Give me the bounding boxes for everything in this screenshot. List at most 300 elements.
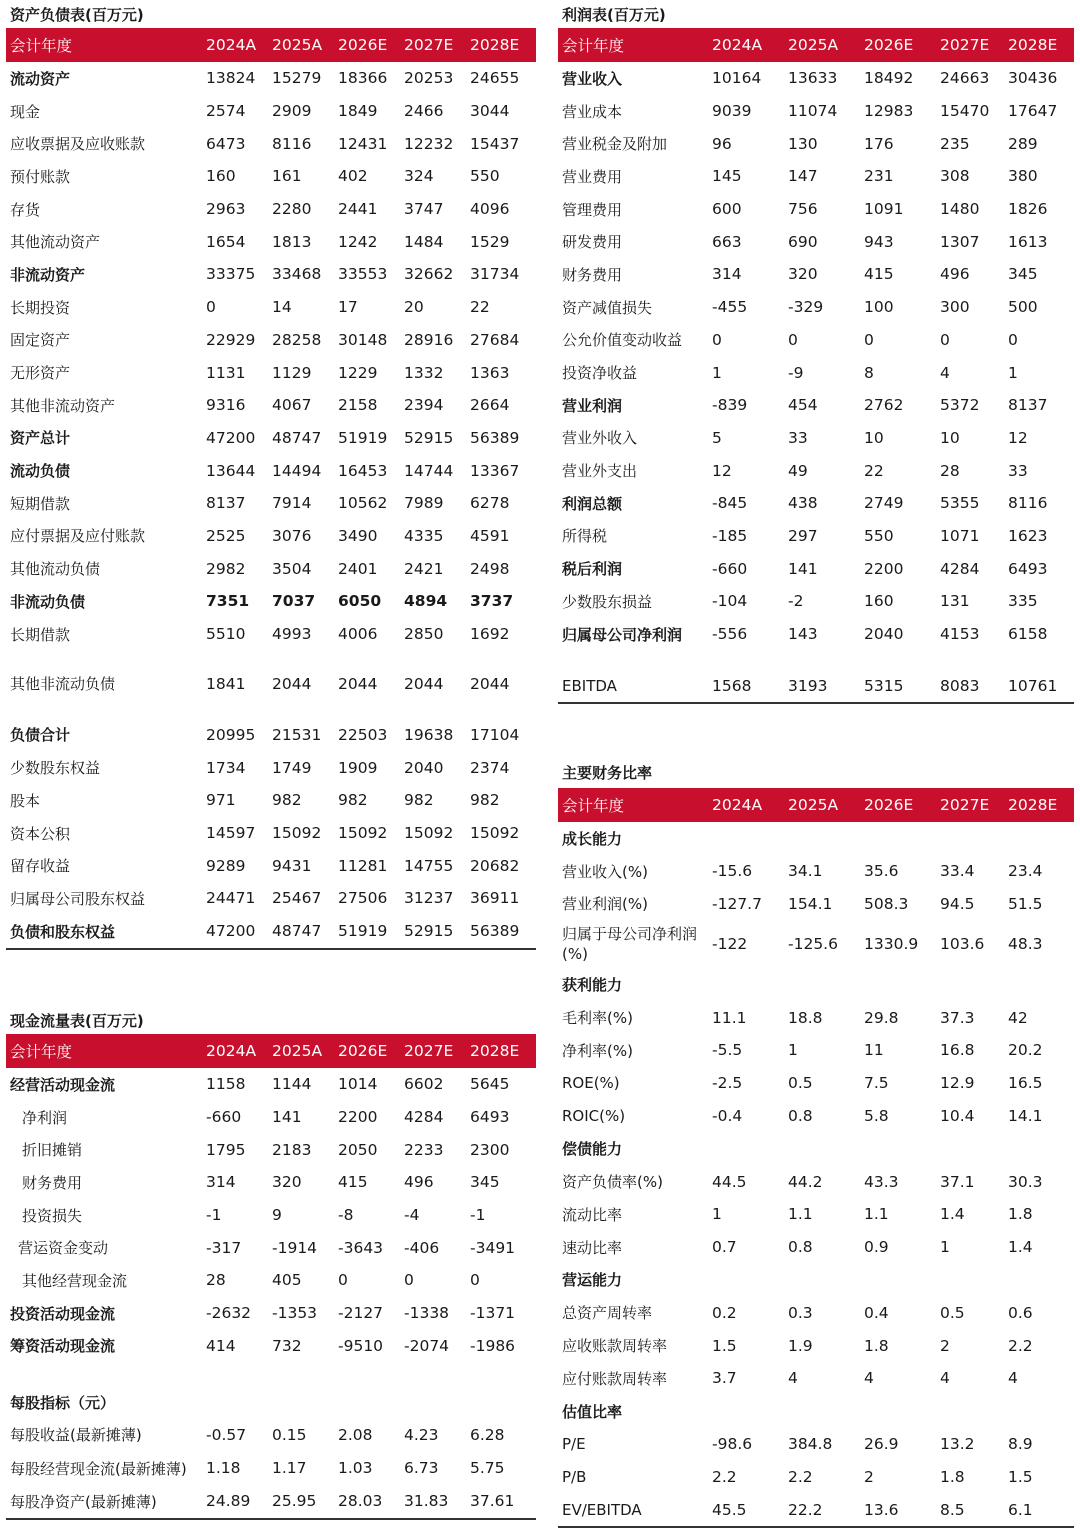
row-value: 8083 — [940, 676, 980, 695]
row-value: 2421 — [404, 559, 444, 578]
row-value: 4 — [940, 1369, 950, 1388]
row-value: 20682 — [470, 856, 520, 875]
row-value: 2394 — [404, 396, 444, 415]
row-value: -104 — [712, 592, 748, 611]
row-value: 15279 — [272, 69, 322, 88]
row-value: 29.8 — [864, 1008, 899, 1027]
table-row — [558, 968, 1074, 1001]
table-row — [558, 1362, 1074, 1395]
table-row — [6, 701, 536, 752]
row-value: 22 — [470, 298, 490, 317]
row-value: 4 — [1008, 1369, 1018, 1388]
row-value: 33468 — [272, 265, 322, 284]
row-label: 其他经营现金流 — [22, 1271, 128, 1290]
row-value: 20.2 — [1008, 1041, 1043, 1060]
row-value: 1307 — [940, 232, 980, 251]
row-value: 31.83 — [404, 1492, 449, 1511]
row-value: 13644 — [206, 461, 256, 480]
row-value: 6473 — [206, 134, 246, 153]
row-value: 51919 — [338, 922, 388, 941]
per-share-title: 每股指标（元） — [10, 1394, 116, 1413]
row-value: 22.2 — [788, 1500, 823, 1519]
row-label: 流动比率 — [562, 1205, 623, 1224]
row-value: 1071 — [940, 526, 980, 545]
row-value: -2074 — [404, 1336, 450, 1355]
row-value: 27684 — [470, 330, 520, 349]
row-value: 1129 — [272, 363, 312, 382]
row-value: 11074 — [788, 102, 838, 121]
income-statement-panel — [558, 2, 1074, 704]
row-value: 47200 — [206, 428, 256, 447]
balance-sheet-panel — [6, 2, 536, 950]
row-value: 5315 — [864, 676, 904, 695]
row-label: 应收票据及应收账款 — [10, 135, 146, 154]
table-row — [558, 920, 1074, 968]
table-row — [558, 1493, 1074, 1526]
row-label: 净利率(%) — [562, 1041, 633, 1060]
row-value: 15470 — [940, 102, 990, 121]
row-label: 财务费用 — [22, 1173, 83, 1192]
row-value: 3.7 — [712, 1369, 737, 1388]
ratios-panel — [558, 758, 1074, 1528]
row-value: 6493 — [470, 1108, 510, 1127]
row-label: 偿债能力 — [562, 1140, 623, 1159]
table-row — [558, 1100, 1074, 1133]
row-value: 1 — [712, 363, 722, 382]
row-value: 4284 — [940, 559, 980, 578]
row-label: 估值比率 — [562, 1402, 623, 1421]
row-value: 31237 — [404, 889, 454, 908]
table-row — [558, 1001, 1074, 1034]
cash-flow-body — [6, 1068, 536, 1362]
row-value: 15092 — [404, 824, 454, 843]
row-value: -8 — [338, 1206, 354, 1225]
row-label: 营业外收入 — [562, 429, 638, 448]
row-value: 1.4 — [1008, 1238, 1033, 1257]
row-value: 289 — [1008, 134, 1038, 153]
header-year-cell: 2024A — [712, 796, 763, 814]
row-value: -406 — [404, 1238, 440, 1257]
row-value: 2.2 — [712, 1467, 737, 1486]
table-row — [558, 95, 1074, 128]
row-value: 3737 — [470, 592, 514, 611]
row-label: 营运资金变动 — [18, 1239, 109, 1258]
table-row — [6, 454, 536, 487]
table-row — [6, 225, 536, 258]
row-value: 1.03 — [338, 1459, 373, 1478]
row-value: 8.9 — [1008, 1434, 1033, 1453]
row-value: 30148 — [338, 330, 388, 349]
row-value: 0.2 — [712, 1303, 737, 1322]
header-label-cell: 会计年度 — [562, 37, 625, 55]
row-value: 0.4 — [864, 1303, 889, 1322]
table-row — [558, 356, 1074, 389]
row-value: 3747 — [404, 200, 444, 219]
row-value: 1480 — [940, 200, 980, 219]
row-value: 21531 — [272, 725, 322, 744]
row-label: 其他流动资产 — [10, 233, 101, 252]
row-value: 1242 — [338, 232, 378, 251]
row-value: 508.3 — [864, 894, 909, 913]
ratios-header — [558, 788, 1074, 822]
row-label: 流动资产 — [10, 69, 71, 88]
row-value: 28.03 — [338, 1492, 383, 1511]
row-value: 10.4 — [940, 1106, 975, 1125]
table-row — [558, 1395, 1074, 1428]
row-value: 14.1 — [1008, 1106, 1043, 1125]
ratios-title: 主要财务比率 — [562, 764, 653, 782]
row-value: 1 — [788, 1041, 798, 1060]
row-value: 96 — [712, 134, 732, 153]
row-label: 存货 — [10, 200, 41, 219]
table-row — [558, 389, 1074, 422]
row-value: 22 — [864, 461, 884, 480]
row-label: 研发费用 — [562, 233, 623, 252]
row-value: 13824 — [206, 69, 256, 88]
row-value: 2909 — [272, 102, 312, 121]
table-row — [558, 855, 1074, 888]
table-row — [558, 324, 1074, 357]
row-value: 982 — [404, 791, 434, 810]
row-value: 1.18 — [206, 1459, 241, 1478]
header-year-cell: 2024A — [712, 36, 763, 54]
row-label: 每股净资产(最新摊薄) — [10, 1492, 157, 1511]
row-value: 1841 — [206, 675, 246, 694]
row-value: 28258 — [272, 330, 322, 349]
header-year-cell: 2024A — [206, 1042, 257, 1060]
table-row — [6, 618, 536, 651]
table-row — [6, 422, 536, 455]
header-year-cell: 2025A — [272, 1042, 323, 1060]
row-value: 0 — [712, 330, 722, 349]
row-label: 现金 — [10, 102, 41, 121]
row-value: 33 — [788, 428, 808, 447]
row-value: 756 — [788, 200, 818, 219]
header-label-cell: 会计年度 — [10, 1043, 73, 1061]
row-value: 11281 — [338, 856, 388, 875]
balance-sheet-title: 资产负债表(百万元) — [10, 6, 144, 24]
row-value: 0.8 — [788, 1238, 813, 1257]
row-value: 9039 — [712, 102, 752, 121]
row-value: -845 — [712, 494, 748, 513]
row-value: 6602 — [404, 1075, 444, 1094]
table-row — [558, 291, 1074, 324]
row-value: 48747 — [272, 922, 322, 941]
table-row — [558, 822, 1074, 855]
row-label: 公允价值变动收益 — [562, 331, 683, 350]
row-value: -329 — [788, 298, 824, 317]
row-value: 14744 — [404, 461, 454, 480]
row-value: 971 — [206, 791, 236, 810]
table-row — [558, 1264, 1074, 1297]
row-value: 2158 — [338, 396, 378, 415]
row-value: 17 — [338, 298, 358, 317]
row-value: 11.1 — [712, 1008, 747, 1027]
row-value: -660 — [712, 559, 748, 578]
row-label: 留存收益 — [10, 857, 71, 876]
row-label: 营业费用 — [562, 167, 623, 186]
row-value: 51919 — [338, 428, 388, 447]
row-label: 经营活动现金流 — [10, 1075, 116, 1094]
row-value: 1330.9 — [864, 935, 919, 954]
table-row — [6, 585, 536, 618]
row-value: 1484 — [404, 232, 444, 251]
row-value: 2200 — [864, 559, 904, 578]
table-row — [558, 1231, 1074, 1264]
row-value: 13633 — [788, 69, 838, 88]
row-value: 0.5 — [788, 1074, 813, 1093]
row-value: 24.89 — [206, 1492, 251, 1511]
row-value: 2466 — [404, 102, 444, 121]
row-value: 2040 — [864, 625, 904, 644]
row-label: 速动比率 — [562, 1238, 623, 1257]
row-value: 18492 — [864, 69, 914, 88]
row-value: 8116 — [272, 134, 312, 153]
table-row — [558, 454, 1074, 487]
table-row — [6, 324, 536, 357]
row-value: -2 — [788, 592, 804, 611]
table-row — [558, 650, 1074, 702]
row-value: -9510 — [338, 1336, 384, 1355]
row-value: 15092 — [470, 824, 520, 843]
table-row — [558, 1034, 1074, 1067]
row-value: 2044 — [272, 675, 312, 694]
row-label: 营业收入 — [562, 69, 623, 88]
row-value: 10761 — [1008, 676, 1058, 695]
row-value: 20253 — [404, 69, 454, 88]
row-value: 1363 — [470, 363, 510, 382]
row-value: -122 — [712, 935, 748, 954]
row-label: 所得税 — [562, 527, 608, 546]
row-label: 管理费用 — [562, 200, 623, 219]
row-label: 负债合计 — [10, 725, 71, 744]
row-value: -556 — [712, 625, 748, 644]
row-value: 8 — [864, 363, 874, 382]
ratios-body — [558, 822, 1074, 1528]
row-value: 5372 — [940, 396, 980, 415]
row-value: 6493 — [1008, 559, 1048, 578]
header-label-cell: 会计年度 — [562, 797, 625, 815]
row-value: 2749 — [864, 494, 904, 513]
row-value: 12.9 — [940, 1074, 975, 1093]
row-value: 7037 — [272, 592, 316, 611]
row-label: 应付票据及应付账款 — [10, 527, 146, 546]
row-value: 14597 — [206, 824, 256, 843]
table-row — [6, 520, 536, 553]
row-value: 3193 — [788, 676, 828, 695]
row-value: 7.5 — [864, 1074, 889, 1093]
row-value: 16.5 — [1008, 1074, 1043, 1093]
header-year-cell: 2027E — [404, 36, 454, 54]
row-label: 营运能力 — [562, 1271, 623, 1290]
row-value: 1654 — [206, 232, 246, 251]
per-share-body — [6, 1418, 536, 1520]
row-value: 52915 — [404, 922, 454, 941]
row-value: 0 — [206, 298, 216, 317]
table-row — [6, 882, 536, 915]
table-row — [6, 389, 536, 422]
row-value: 1.1 — [788, 1205, 813, 1224]
row-value: 1749 — [272, 758, 312, 777]
row-value: 3076 — [272, 526, 312, 545]
row-value: 43.3 — [864, 1172, 899, 1191]
row-value: 297 — [788, 526, 818, 545]
row-value: 1.4 — [940, 1205, 965, 1224]
row-value: 2401 — [338, 559, 378, 578]
row-value: 26.9 — [864, 1434, 899, 1453]
row-value: -5.5 — [712, 1041, 743, 1060]
row-value: 2 — [864, 1467, 874, 1486]
row-value: 0.6 — [1008, 1303, 1033, 1322]
row-value: 1332 — [404, 363, 444, 382]
row-value: 405 — [272, 1271, 302, 1290]
row-value: 5.75 — [470, 1459, 505, 1478]
row-value: 48747 — [272, 428, 322, 447]
row-label: ROE(%) — [562, 1074, 620, 1093]
row-value: 2982 — [206, 559, 246, 578]
row-value: 44.5 — [712, 1172, 747, 1191]
row-value: 14494 — [272, 461, 322, 480]
row-value: 300 — [940, 298, 970, 317]
row-label: 总资产周转率 — [562, 1304, 653, 1323]
row-value: 2525 — [206, 526, 246, 545]
row-value: -2632 — [206, 1304, 252, 1323]
row-label: 负债和股东权益 — [10, 922, 116, 941]
table-row — [6, 650, 536, 701]
row-value: 1131 — [206, 363, 246, 382]
row-label: 每股经营现金流(最新摊薄) — [10, 1459, 187, 1478]
row-label: 其他非流动资产 — [10, 396, 116, 415]
row-value: 56389 — [470, 428, 520, 447]
table-row — [558, 888, 1074, 921]
row-value: 37.3 — [940, 1008, 975, 1027]
row-value: 1.5 — [1008, 1467, 1033, 1486]
row-value: 438 — [788, 494, 818, 513]
cash-flow-header — [6, 1034, 536, 1068]
header-year-cell: 2024A — [206, 36, 257, 54]
row-value: 0 — [788, 330, 798, 349]
row-value: 345 — [1008, 265, 1038, 284]
row-value: 0 — [940, 330, 950, 349]
row-value: -1338 — [404, 1304, 450, 1323]
header-year-cell: 2026E — [864, 36, 914, 54]
row-label: 营业外支出 — [562, 462, 638, 481]
header-year-cell: 2025A — [788, 36, 839, 54]
row-value: 3044 — [470, 102, 510, 121]
row-value: 45.5 — [712, 1500, 747, 1519]
row-value: 22929 — [206, 330, 256, 349]
table-row — [6, 127, 536, 160]
row-value: 1.8 — [1008, 1205, 1033, 1224]
row-value: 345 — [470, 1173, 500, 1192]
row-value: 320 — [788, 265, 818, 284]
row-value: 33 — [1008, 461, 1028, 480]
row-value: 10562 — [338, 494, 388, 513]
row-value: 2574 — [206, 102, 246, 121]
row-value: 1.9 — [788, 1336, 813, 1355]
table-row — [558, 127, 1074, 160]
row-value: 49 — [788, 461, 808, 480]
table-row — [6, 849, 536, 882]
row-value: 0 — [864, 330, 874, 349]
row-label: 折旧摊销 — [22, 1141, 83, 1160]
table-row — [558, 1428, 1074, 1461]
table-row — [6, 95, 536, 128]
header-year-cell: 2025A — [788, 796, 839, 814]
row-label: 股本 — [10, 791, 41, 810]
row-value: 2 — [940, 1336, 950, 1355]
row-label: 少数股东损益 — [562, 592, 653, 611]
row-value: 4096 — [470, 200, 510, 219]
row-value: 3490 — [338, 526, 378, 545]
row-value: 2233 — [404, 1140, 444, 1159]
row-value: -455 — [712, 298, 748, 317]
row-value: -98.6 — [712, 1434, 753, 1453]
table-row — [6, 1133, 536, 1166]
row-value: 25467 — [272, 889, 322, 908]
row-value: 690 — [788, 232, 818, 251]
row-label: 资产负债率(%) — [562, 1173, 663, 1192]
row-value: 982 — [338, 791, 368, 810]
row-value: 17104 — [470, 725, 520, 744]
row-value: 0.5 — [940, 1303, 965, 1322]
cash-flow-panel — [6, 1008, 536, 1520]
table-row — [558, 225, 1074, 258]
row-label: 其他流动负债 — [10, 560, 101, 579]
table-row — [6, 1451, 536, 1484]
row-value: 235 — [940, 134, 970, 153]
table-row — [558, 585, 1074, 618]
row-value: 147 — [788, 167, 818, 186]
table-row — [6, 193, 536, 226]
row-value: 6278 — [470, 494, 510, 513]
table-row — [558, 258, 1074, 291]
row-label: 净利润 — [22, 1108, 68, 1127]
row-value: 314 — [712, 265, 742, 284]
row-value: 145 — [712, 167, 742, 186]
row-label: 投资损失 — [22, 1206, 83, 1225]
row-label: 资产减值损失 — [562, 298, 653, 317]
row-value: 2044 — [470, 675, 510, 694]
row-value: -0.4 — [712, 1106, 743, 1125]
row-value: 8.5 — [940, 1500, 965, 1519]
table-row — [558, 1329, 1074, 1362]
row-value: 2374 — [470, 758, 510, 777]
row-value: -4 — [404, 1206, 420, 1225]
row-value: 6.1 — [1008, 1500, 1033, 1519]
row-value: 6.28 — [470, 1425, 505, 1444]
row-value: -3491 — [470, 1238, 516, 1257]
row-value: 24471 — [206, 889, 256, 908]
row-value: 4.23 — [404, 1425, 439, 1444]
row-label: 归属母公司股东权益 — [10, 889, 146, 908]
header-year-cell: 2028E — [470, 36, 520, 54]
row-value: 31734 — [470, 265, 520, 284]
row-value: 1.17 — [272, 1459, 307, 1478]
table-row — [6, 751, 536, 784]
row-label: 归属母公司净利润 — [562, 625, 683, 644]
row-value: 414 — [206, 1336, 236, 1355]
row-value: 130 — [788, 134, 818, 153]
row-value: 402 — [338, 167, 368, 186]
row-value: 161 — [272, 167, 302, 186]
row-value: 0 — [404, 1271, 414, 1290]
table-row — [6, 1231, 536, 1264]
row-value: 6158 — [1008, 625, 1048, 644]
row-value: 28 — [206, 1271, 226, 1290]
row-value: 1 — [712, 1205, 722, 1224]
row-value: 2.2 — [788, 1467, 813, 1486]
